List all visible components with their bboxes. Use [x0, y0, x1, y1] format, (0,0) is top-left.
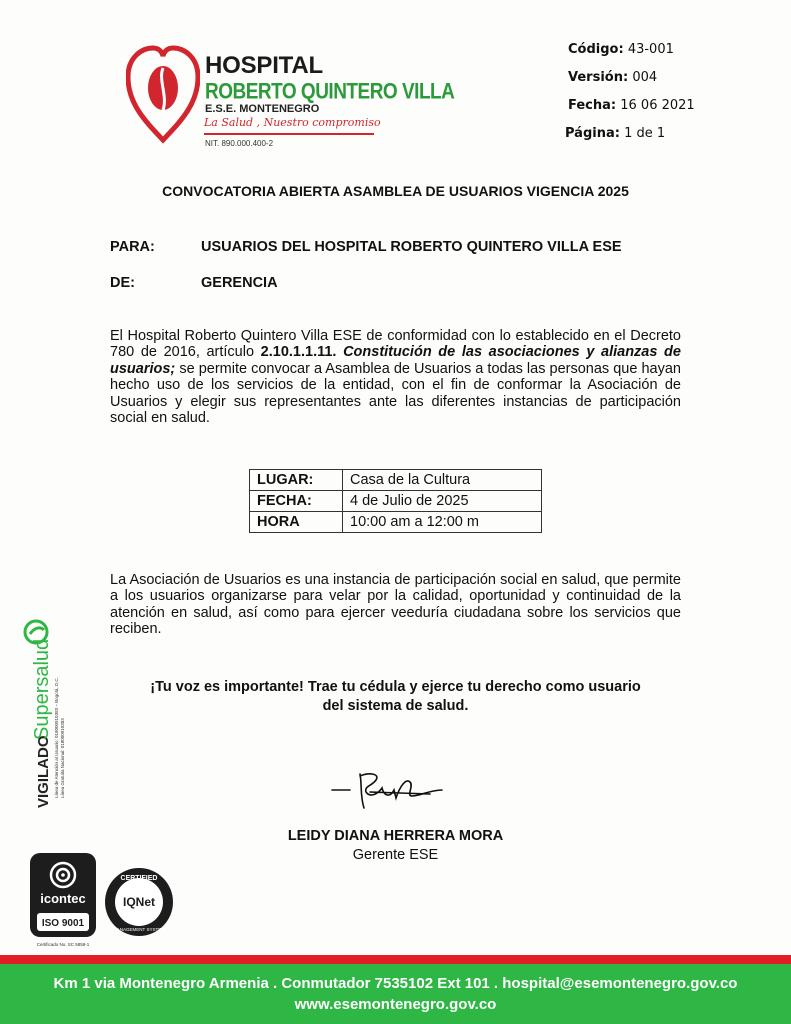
svg-text:IQNet: IQNet: [122, 895, 156, 909]
table-label-lugar: LUGAR:: [250, 470, 343, 491]
footer-website: www.esemontenegro.gov.co: [294, 996, 497, 1013]
icontec-iso-9001-logo: [28, 851, 98, 949]
svg-text:Supersalud: Supersalud: [31, 638, 53, 740]
para-label: PARA:: [110, 239, 155, 255]
logo-slogan: La Salud , Nuestro compromiso: [204, 116, 381, 129]
table-row: [250, 512, 542, 533]
table-value-hora: 10:00 am a 12:00 m: [343, 512, 542, 533]
document-title: CONVOCATORIA ABIERTA ASAMBLEA DE USUARIOS VIGENCIA 2025: [162, 183, 629, 199]
meta-fecha: Fecha: 16 06 2021: [568, 98, 695, 113]
svg-text:Certificado No. SC 5858-1: Certificado No. SC 5858-1: [36, 942, 90, 947]
meta-codigo: Código: 43-001: [568, 42, 674, 57]
logo-hospital-name: ROBERTO QUINTERO VILLA: [205, 80, 455, 105]
footer-red-band: [0, 955, 791, 964]
logo-underline: [204, 133, 374, 135]
footer-green-band: [0, 964, 791, 1024]
signatory-name: LEIDY DIANA HERRERA MORA: [287, 828, 504, 844]
table-row: [250, 470, 542, 491]
logo-ese-text: E.S.E. MONTENEGRO: [205, 103, 320, 115]
svg-text:Línea de Atención al Usuario:: Línea de Atención al Usuario: 018000910383 – Bogotá, D.C.: [54, 677, 59, 798]
svg-text:MANAGEMENT SYSTEM: MANAGEMENT SYSTEM: [113, 927, 165, 932]
supersalud-vigilado-logo: [18, 618, 74, 818]
signature-icon: [330, 768, 450, 812]
callout-line-2: del sistema de salud.: [322, 698, 469, 714]
callout-line-1: ¡Tu voz es importante! Trae tu cédula y ejerce tu derecho como usuario: [150, 679, 641, 695]
de-value: GERENCIA: [201, 275, 278, 291]
iqnet-certified-logo: [103, 866, 175, 938]
event-info-table: [249, 469, 542, 533]
footer-address: Km 1 via Montenegro Armenia . Conmutador 7535102 Ext 101 . hospital@esemontenegro.gov.co: [53, 975, 738, 992]
meta-pagina: Página: 1 de 1: [565, 126, 666, 141]
de-label: DE:: [110, 275, 135, 291]
meta-version: Versión: 004: [568, 70, 658, 85]
svg-text:VIGILADO: VIGILADO: [35, 735, 52, 808]
table-label-fecha: FECHA:: [250, 491, 343, 512]
table-label-hora: HORA: [250, 512, 343, 533]
para-value: USUARIOS DEL HOSPITAL ROBERTO QUINTERO VILLA ESE: [201, 239, 622, 255]
logo-nit: NIT. 890.000.400-2: [205, 139, 274, 148]
table-value-lugar: Casa de la Cultura: [343, 470, 542, 491]
hospital-heart-logo-icon: [126, 44, 200, 144]
svg-text:CERTIFIED: CERTIFIED: [120, 875, 158, 882]
logo-hospital-text: HOSPITAL: [205, 52, 323, 79]
svg-text:ISO 9001: ISO 9001: [41, 918, 85, 929]
svg-text:icontec: icontec: [40, 891, 86, 906]
body-paragraph-2: La Asociación de Usuarios es una instancia de participación social en salud, que permite a los usuarios organizarse para velar por la calidad, oportunidad y continuidad de la atención en salud, así como para ejercer veeduría ciudadana sobre los servicios que reciben.: [110, 572, 681, 638]
signatory-role: Gerente ESE: [352, 847, 439, 863]
svg-text:Línea Gratuita Nacional: 01800: Línea Gratuita Nacional: 018000910383: [60, 718, 65, 798]
table-row: [250, 491, 542, 512]
table-value-fecha: 4 de Julio de 2025: [343, 491, 542, 512]
body-paragraph-1: El Hospital Roberto Quintero Villa ESE de conformidad con lo establecido en el Decreto 780 de 2016, artículo 2.10.1.1.11. Constitución de las asociaciones y alianzas de usuarios; se permite convocar a Asamblea de Usuarios a todas las personas que hayan hecho uso de los servicios de la entidad, con el fin de conformar la Asociación de Usuarios y elegir sus representantes ante las diferentes instancias de participación social en salud.: [110, 328, 681, 427]
